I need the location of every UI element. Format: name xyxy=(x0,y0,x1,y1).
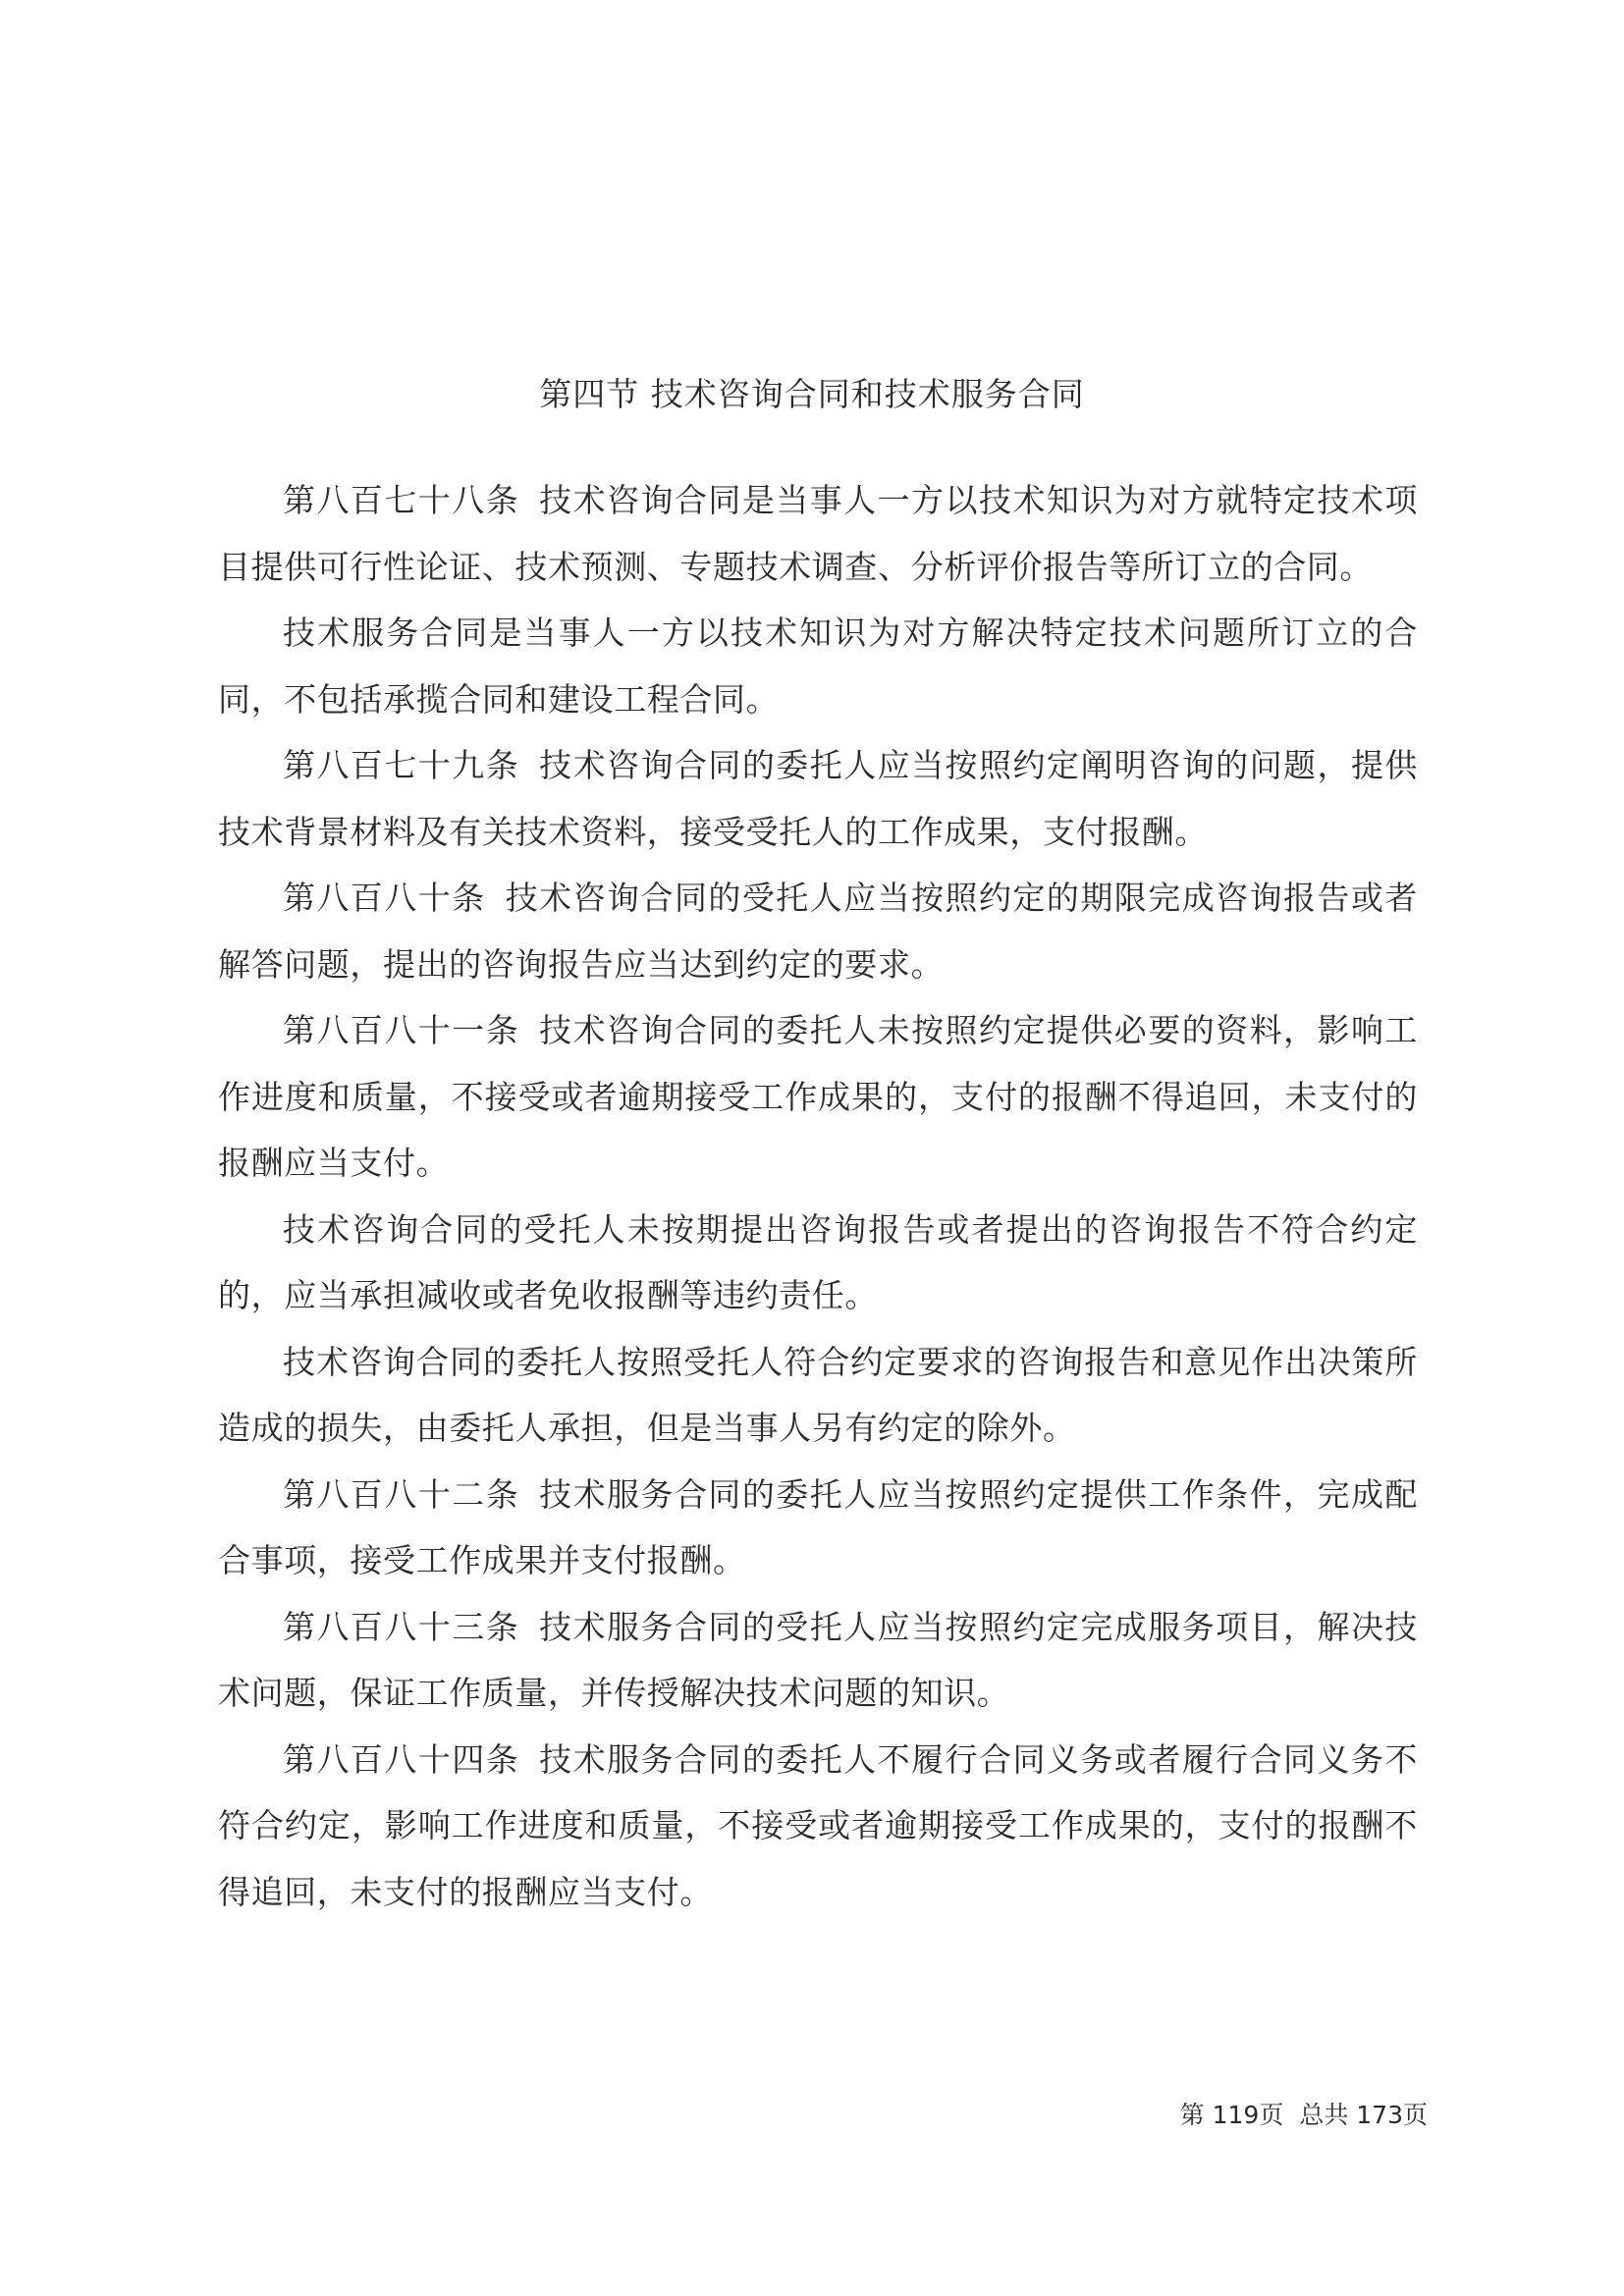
paragraph xyxy=(218,732,1418,865)
article-number: 第八百七十九条 xyxy=(283,746,520,784)
document-body xyxy=(218,467,1418,1925)
paragraph xyxy=(218,1462,1418,1594)
article-number: 第八百八十条 xyxy=(283,879,486,917)
paragraph-text: 技术服务合同的委托人不履行合同义务或者履行合同义务不符合约定，影响工作进度和质量，不接受或者逾期接受工作成果的，支付的报酬不得追回，未支付的报酬应当支付。 xyxy=(218,1739,1418,1911)
paragraph-text: 技术咨询合同的受托人应当按照约定的期限完成咨询报告或者解答问题，提出的咨询报告应当达到约定的要求。 xyxy=(218,879,1418,984)
page-total: 总共 173页 xyxy=(1299,2101,1428,2129)
paragraph-text: 技术咨询合同是当事人一方以技术知识为对方就特定技术项目提供可行性论证、技术预测、专题技术调查、分析评价报告等所订立的合同。 xyxy=(218,481,1418,586)
article-number: 第八百八十四条 xyxy=(283,1739,520,1779)
paragraph xyxy=(218,600,1418,732)
paragraph-text: 技术服务合同的受托人应当按照约定完成服务项目，解决技术问题，保证工作质量，并传授解决技术问题的知识。 xyxy=(218,1607,1418,1712)
paragraph-text: 技术咨询合同的委托人应当按照约定阐明咨询的问题，提供技术背景材料及有关技术资料，接受受托人的工作成果，支付报酬。 xyxy=(218,746,1418,851)
article-number: 第八百八十一条 xyxy=(283,1011,520,1049)
paragraph xyxy=(218,467,1418,600)
paragraph-text: 技术咨询合同的受托人未按期提出咨询报告或者提出的咨询报告不符合约定的，应当承担减收或者免收报酬等违约责任。 xyxy=(218,1209,1418,1314)
article-number: 第八百八十二条 xyxy=(283,1474,520,1514)
section-title: 第四节 技术咨询合同和技术服务合同 xyxy=(539,375,1085,413)
article-number: 第八百七十八条 xyxy=(283,481,520,519)
paragraph xyxy=(218,1594,1418,1727)
page-number: 第 119页 xyxy=(1179,2101,1284,2129)
paragraph xyxy=(218,1197,1418,1329)
paragraph xyxy=(218,1329,1418,1462)
article-number: 第八百八十三条 xyxy=(283,1607,520,1646)
paragraph-text: 技术咨询合同的委托人未按照约定提供必要的资料，影响工作进度和质量，不接受或者逾期接受工作成果的，支付的报酬不得追回，未支付的报酬应当支付。 xyxy=(218,1011,1418,1182)
paragraph-text: 技术服务合同的委托人应当按照约定提供工作条件，完成配合事项，接受工作成果并支付报酬。 xyxy=(218,1474,1418,1579)
paragraph-text: 技术服务合同是当事人一方以技术知识为对方解决特定技术问题所订立的合同，不包括承揽合同和建设工程合同。 xyxy=(218,614,1418,719)
paragraph xyxy=(218,865,1418,997)
paragraph xyxy=(218,997,1418,1197)
paragraph-text: 技术咨询合同的委托人按照受托人符合约定要求的咨询报告和意见作出决策所造成的损失，由委托人承担，但是当事人另有约定的除外。 xyxy=(218,1342,1418,1447)
page-footer xyxy=(1180,2099,1428,2132)
paragraph xyxy=(218,1727,1418,1926)
